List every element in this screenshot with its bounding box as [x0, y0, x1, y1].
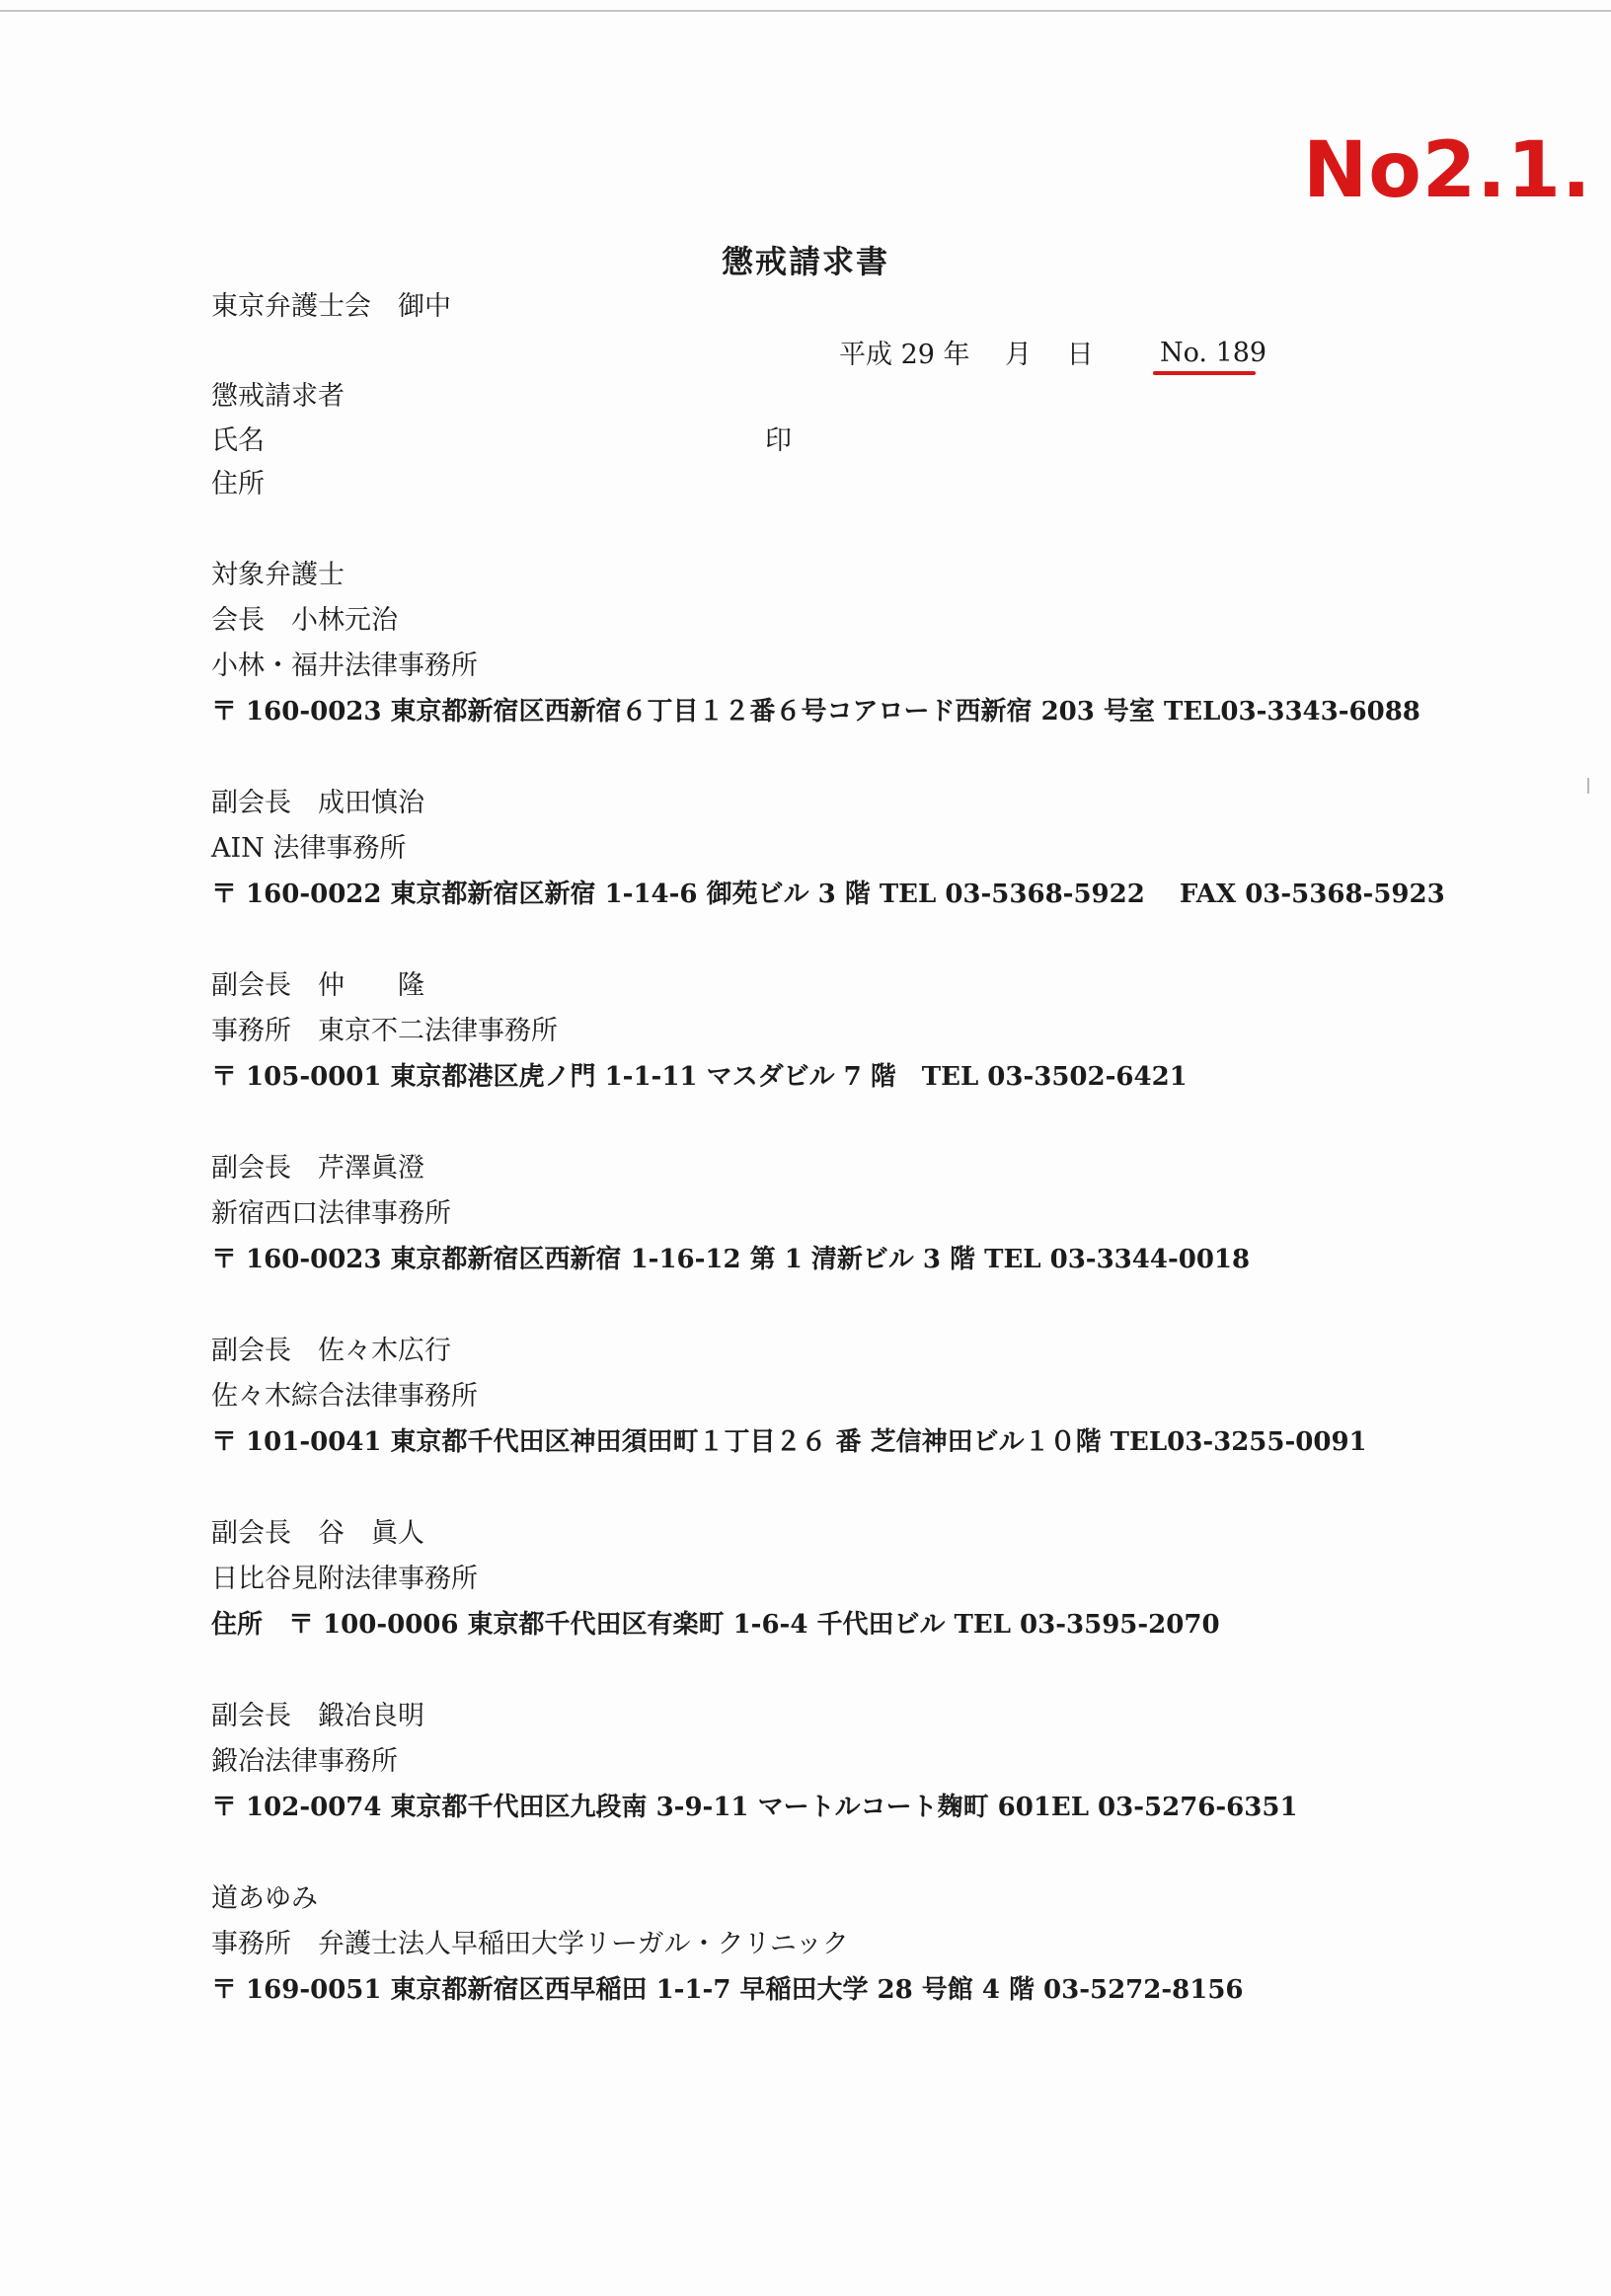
lawyer-address: 〒 169-0051 東京都新宿区西早稲田 1-1-7 早稲田大学 28 号館 4 階 03-5272-8156 — [211, 1975, 1244, 2005]
lawyer-name: 副会長 鍛冶良明 — [211, 1701, 424, 1731]
lawyer-office: 新宿西口法律事務所 — [211, 1198, 451, 1229]
handwritten-number: No2.1. — [1303, 126, 1592, 215]
scan-edge — [0, 10, 1611, 12]
lawyer-address: 〒 102-0074 東京都千代田区九段南 3-9-11 マートルコート麹町 601EL 03-5276-6351 — [211, 1793, 1298, 1822]
addressee: 東京弁護士会 御中 — [211, 291, 451, 322]
lawyer-name: 副会長 成田慎治 — [211, 788, 424, 818]
lawyer-office: 事務所 東京不二法律事務所 — [211, 1016, 558, 1046]
lawyer-office: 日比谷見附法律事務所 — [211, 1564, 478, 1594]
lawyer-office: 鍛冶法律事務所 — [211, 1746, 398, 1777]
seal-mark: 印 — [765, 425, 792, 456]
lawyer-name: 会長 小林元治 — [211, 605, 398, 636]
requester-address-label: 住所 — [211, 469, 265, 499]
lawyer-address: 〒 105-0001 東京都港区虎ノ門 1-1-11 マスダビル 7 階 TEL 03-3502-6421 — [211, 1062, 1188, 1092]
scan-mark — [1587, 778, 1589, 794]
lawyer-address: 〒 160-0022 東京都新宿区新宿 1-14-6 御苑ビル 3 階 TEL 03-5368-5922 FAX 03-5368-5923 — [211, 880, 1445, 909]
lawyer-name: 副会長 谷 眞人 — [211, 1518, 424, 1549]
lawyer-office: 事務所 弁護士法人早稲田大学リーガル・クリニック — [211, 1929, 849, 1959]
requester-name-label: 氏名 — [211, 425, 265, 456]
document-number: No. 189 — [1160, 338, 1267, 368]
lawyer-office: 小林・福井法律事務所 — [211, 651, 478, 681]
lawyer-address: 〒 101-0041 東京都千代田区神田須田町１丁目２６ 番 芝信神田ビル１０階 TEL03-3255-0091 — [211, 1427, 1367, 1457]
date: 平成 29 年 月 日 — [839, 340, 1094, 370]
requester-heading: 懲戒請求者 — [211, 381, 345, 412]
lawyer-office: 佐々木綜合法律事務所 — [211, 1381, 478, 1412]
red-underline — [1153, 371, 1256, 375]
lawyer-name: 副会長 仲 隆 — [211, 970, 424, 1001]
lawyer-name: 道あゆみ — [211, 1883, 318, 1914]
lawyer-name: 副会長 芹澤眞澄 — [211, 1153, 424, 1184]
document-title: 懲戒請求書 — [721, 243, 889, 280]
lawyer-address: 〒 160-0023 東京都新宿区西新宿 1-16-12 第 1 清新ビル 3 階 TEL 03-3344-0018 — [211, 1245, 1251, 1274]
lawyer-office: AIN 法律事務所 — [211, 833, 407, 864]
lawyer-address: 住所 〒 100-0006 東京都千代田区有楽町 1-6-4 千代田ビル TEL 03-3595-2070 — [211, 1610, 1220, 1640]
lawyer-name: 副会長 佐々木広行 — [211, 1336, 451, 1366]
target-heading: 対象弁護士 — [211, 560, 345, 590]
lawyer-address: 〒 160-0023 東京都新宿区西新宿６丁目１２番６号コアロード西新宿 203 号室 TEL03-3343-6088 — [211, 697, 1420, 727]
